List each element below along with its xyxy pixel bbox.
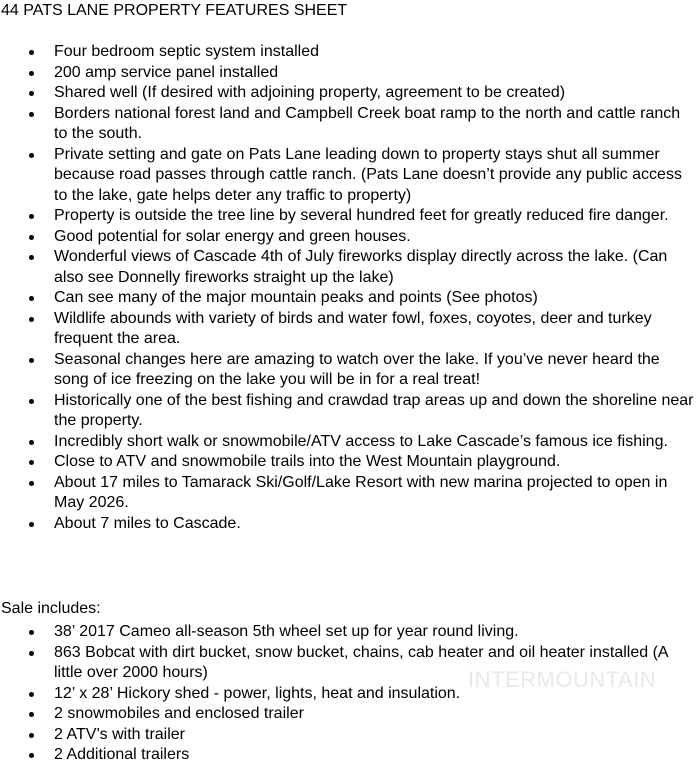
- bullet-icon: [29, 692, 34, 697]
- features-list: [0, 42, 700, 534]
- list-item: [0, 227, 700, 248]
- list-item-text: Property is outside the tree line by several hundred feet for greatly reduced fire danger.: [54, 207, 669, 224]
- list-item-text: Four bedroom septic system installed: [54, 43, 319, 60]
- list-item-text: About 17 miles to Tamarack Ski/Golf/Lake Resort with new marina projected to open in May 2026.: [54, 473, 668, 511]
- list-item: [0, 63, 700, 84]
- list-item: [0, 643, 700, 684]
- watermark-text: INTERMOUNTAIN: [468, 667, 657, 692]
- bullet-icon: [29, 317, 34, 322]
- bullet-icon: [29, 255, 34, 260]
- list-item-text: Shared well (If desired with adjoining property, agreement to be created): [54, 84, 566, 101]
- bullet-icon: [29, 214, 34, 219]
- list-item: [0, 42, 700, 63]
- bullet-icon: [29, 651, 34, 656]
- bullet-icon: [29, 91, 34, 96]
- bullet-icon: [29, 733, 34, 738]
- list-item: [0, 288, 700, 309]
- list-item-text: About 7 miles to Cascade.: [54, 514, 241, 532]
- list-item-text: Good potential for solar energy and green houses.: [54, 227, 411, 245]
- bullet-icon: [29, 235, 34, 240]
- list-item-text: 2 Additional trailers: [54, 746, 190, 763]
- sale-includes-heading: Sale includes:: [1, 600, 101, 617]
- bullet-icon: [29, 153, 34, 158]
- list-item: [0, 725, 700, 746]
- list-item: [0, 309, 700, 350]
- list-item: [0, 83, 700, 104]
- bullet-icon: [29, 112, 34, 117]
- list-item: [0, 145, 700, 207]
- bullet-icon: [29, 399, 34, 404]
- list-item: [0, 473, 700, 514]
- list-item: [0, 514, 700, 535]
- list-item-text: Wildlife abounds with variety of birds and water fowl, foxes, coyotes, deer and turkey frequent the area.: [54, 309, 652, 347]
- list-item-text: Historically one of the best fishing and crawdad trap areas up and down the shoreline near the property.: [54, 391, 694, 429]
- list-item-text: Borders national forest land and Campbell Creek boat ramp to the north and cattle ranch to the south.: [54, 104, 681, 142]
- sale-items-list: [0, 622, 700, 766]
- list-item: [0, 104, 700, 145]
- bullet-icon: [29, 296, 34, 301]
- list-item: [0, 622, 700, 643]
- bullet-icon: [29, 481, 34, 486]
- list-item-text: 38’ 2017 Cameo all-season 5th wheel set up for year round living.: [54, 623, 519, 640]
- list-item: [0, 452, 700, 473]
- bullet-icon: [29, 50, 34, 55]
- bullet-icon: [29, 753, 34, 758]
- bullet-icon: [29, 712, 34, 717]
- bullet-icon: [29, 630, 34, 635]
- list-item-text: Incredibly short walk or snowmobile/ATV access to Lake Cascade’s famous ice fishing.: [54, 432, 668, 450]
- list-item: [0, 684, 700, 705]
- list-item: [0, 391, 700, 432]
- list-item-text: 863 Bobcat with dirt bucket, snow bucket, chains, cab heater and oil heater installed (A little over 2000 hours): [54, 643, 668, 681]
- list-item-text: Wonderful views of Cascade 4th of July fireworks display directly across the lake. (Can also see Donnelly fireworks straight up the lake): [54, 248, 668, 286]
- bullet-icon: [29, 440, 34, 445]
- list-item-text: 12’ x 28’ Hickory shed - power, lights, heat and insulation.: [54, 684, 461, 702]
- bullet-icon: [29, 522, 34, 527]
- list-item-text: 2 ATV’s with trailer: [54, 725, 186, 743]
- bullet-icon: [29, 71, 34, 76]
- list-item-text: 2 snowmobiles and enclosed trailer: [54, 705, 304, 722]
- bullet-icon: [29, 358, 34, 363]
- list-item-text: Seasonal changes here are amazing to watch over the lake. If you’ve never heard the song of ice freezing on the lake you will be in for a real treat!: [54, 350, 660, 388]
- list-item: [0, 247, 700, 288]
- list-item: [0, 745, 700, 766]
- document-title: 44 PATS LANE PROPERTY FEATURES SHEET: [1, 2, 348, 19]
- list-item-text: Can see many of the major mountain peaks and points (See photos): [54, 289, 538, 306]
- list-item: [0, 704, 700, 725]
- bullet-icon: [29, 460, 34, 465]
- list-item: [0, 350, 700, 391]
- list-item-text: 200 amp service panel installed: [54, 63, 279, 81]
- list-item-text: Private setting and gate on Pats Lane leading down to property stays shut all summer because road passes through cattle ranch. (Pats Lane doesn’t provide any public access to the lake, gate helps deter any traffic to property): [54, 145, 682, 204]
- list-item: [0, 432, 700, 453]
- list-item-text: Close to ATV and snowmobile trails into the West Mountain playground.: [54, 453, 561, 470]
- list-item: [0, 206, 700, 227]
